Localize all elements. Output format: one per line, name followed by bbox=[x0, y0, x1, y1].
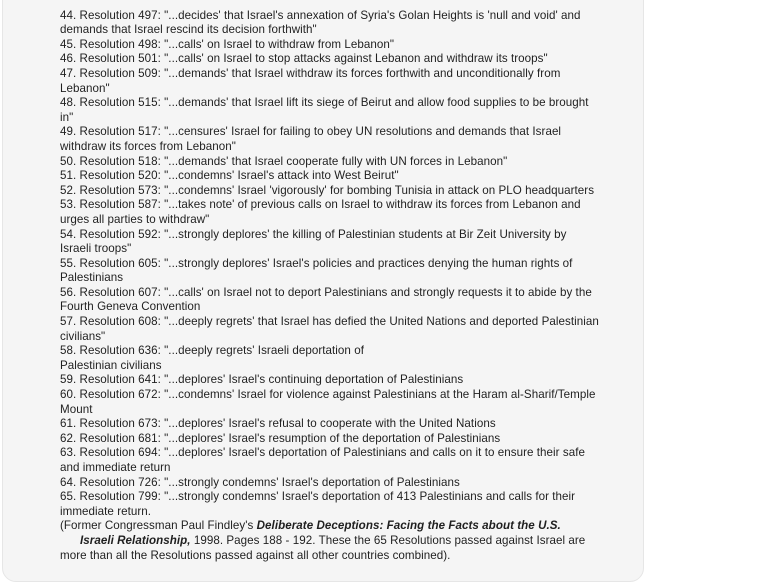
list-item: 59. Resolution 641: "...deplores' Israel's continuing deportation of Palestinians bbox=[60, 373, 464, 387]
list-item: 53. Resolution 587: "...takes note' of previous calls on Israel to withdraw its forces from Lebanon and urges all parties to withdraw" bbox=[60, 198, 581, 226]
list-item: 60. Resolution 672: "...condemns' Israel for violence against Palestinians at the Haram al-Sharif/Temple Mount bbox=[60, 388, 596, 416]
resolution-list bbox=[60, 0, 600, 563]
list-item: 57. Resolution 608: "...deeply regrets' that Israel has defied the United Nations and deported Palestinian civilians" bbox=[60, 315, 599, 343]
list-item-line2: Palestinian civilians bbox=[60, 358, 162, 372]
list-item: 62. Resolution 681: "...deplores' Israel's resumption of the deportation of Palestinians bbox=[60, 431, 501, 445]
citation-suffix: 1998. Pages 188 - 192. These the 65 Resolutions passed against Israel are more than all the Resolutions passed against all other countries combined). bbox=[60, 533, 586, 562]
list-item: 55. Resolution 605: "...strongly deplores' Israel's policies and practices denying the human rights of Palestinians bbox=[60, 256, 573, 285]
book-title-line1: Deliberate Deceptions: Facing the Facts about the U.S. bbox=[256, 519, 561, 533]
list-item: 48. Resolution 515: "...demands' that Israel lift its siege of Beirut and allow food supplies to be brought in" bbox=[60, 96, 589, 124]
list-item: 51. Resolution 520: "...condemns' Israel's attack into West Beirut" bbox=[60, 169, 399, 183]
list-item: 44. Resolution 497: "...decides' that Israel's annexation of Syria's Golan Heights is 'null and void' and demands that Israel rescind its decision forthwith" bbox=[60, 8, 581, 37]
list-item: 63. Resolution 694: "...deplores' Israel's deportation of Palestinians and calls on it to ensure their safe and immediate return bbox=[60, 446, 585, 474]
list-item: 56. Resolution 607: "...calls' on Israel not to deport Palestinians and strongly requests it to abide by the Fourth Geneva Convention bbox=[60, 285, 592, 314]
list-item: 61. Resolution 673: "...deplores' Israel's refusal to cooperate with the United Nations bbox=[60, 417, 496, 431]
list-item: 49. Resolution 517: "...censures' Israel for failing to obey UN resolutions and demands that Israel withdraw its forces from Lebanon" bbox=[60, 125, 562, 153]
citation bbox=[60, 519, 600, 563]
list-item: 64. Resolution 726: "...strongly condemns' Israel's deportation of Palestinians bbox=[60, 475, 460, 489]
list-item: 47. Resolution 509: "...demands' that Israel withdraw its forces forthwith and unconditionally from Lebanon" bbox=[60, 66, 561, 95]
book-title-line2: Israeli Relationship, bbox=[80, 533, 191, 547]
list-item-line1: 58. Resolution 636: "...deeply regrets' Israeli deportation of bbox=[60, 344, 364, 358]
list-item: 65. Resolution 799: "...strongly condemns' Israel's deportation of 413 Palestinians and calls for their immediate return. bbox=[60, 490, 576, 518]
list-item: 46. Resolution 501: "...calls' on Israel to stop attacks against Lebanon and withdraw its troops" bbox=[60, 52, 548, 66]
list-item: 50. Resolution 518: "...demands' that Israel cooperate fully with UN forces in Lebanon" bbox=[60, 154, 508, 168]
citation-prefix: (Former Congressman Paul Findley's bbox=[60, 519, 257, 533]
list-item bbox=[60, 344, 600, 373]
list-item: 54. Resolution 592: "...strongly deplores' the killing of Palestinian students at Bir Zeit University by Israeli troops" bbox=[60, 227, 567, 256]
cut-off-line bbox=[60, 0, 600, 9]
post-card bbox=[2, 0, 644, 582]
list-item: 52. Resolution 573: "...condemns' Israel 'vigorously' for bombing Tunisia in attack on PLO headquarters bbox=[60, 183, 595, 197]
list-item: 45. Resolution 498: "...calls' on Israel to withdraw from Lebanon" bbox=[60, 37, 395, 51]
